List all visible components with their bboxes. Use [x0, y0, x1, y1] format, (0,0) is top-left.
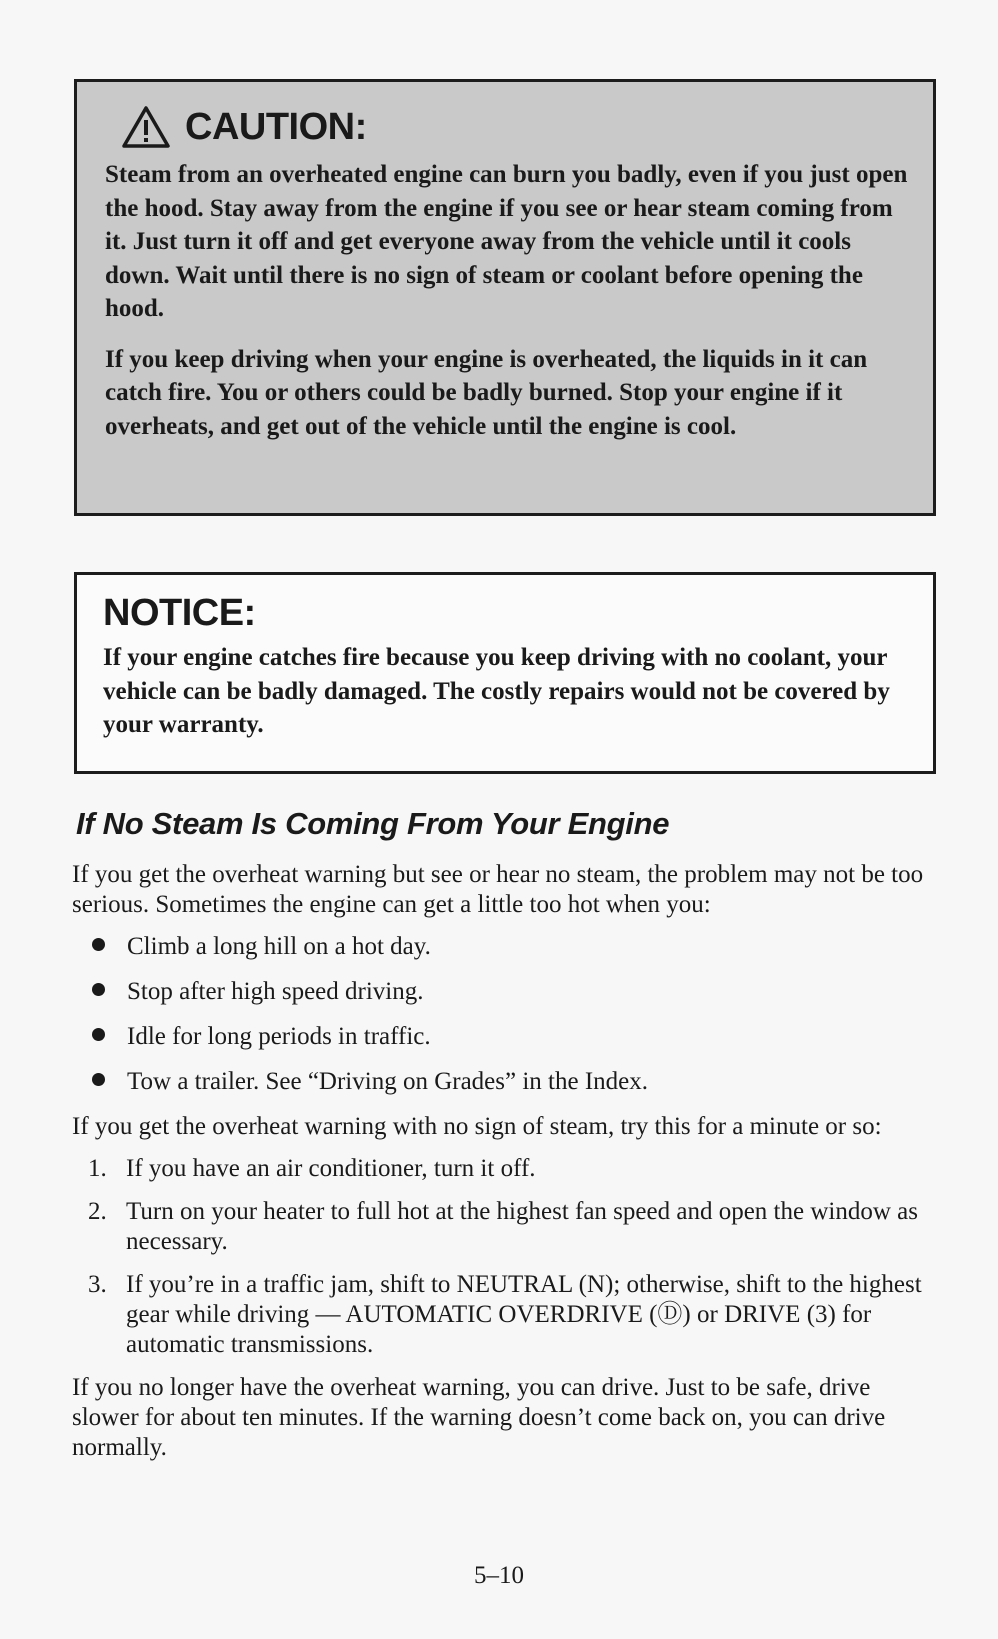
notice-text: If your engine catches fire because you keep driving with no coolant, your vehicle can be badly damaged. The costly repairs would not be covered by your warranty. — [103, 644, 890, 738]
outro-paragraph: If you no longer have the overheat warning, you can drive. Just to be safe, drive slower for about ten minutes. If the warning doesn’t come back on, you can drive normally. — [72, 1374, 886, 1461]
list-item: Tow a trailer. See “Driving on Grades” in the Index. — [72, 1067, 942, 1097]
caution-paragraph: If you keep driving when your engine is overheated, the liquids in it can catch fire. You or others could be badly burned. Stop your engine if it overheats, and get out of the vehicle until the engine is cool. — [105, 345, 868, 440]
bullet-icon — [92, 1028, 105, 1041]
notice-heading: NOTICE: — [103, 592, 256, 634]
bullet-icon — [92, 938, 105, 951]
list-item: Idle for long periods in traffic. — [72, 1022, 942, 1052]
warning-triangle-icon — [121, 105, 171, 149]
list-item: Stop after high speed driving. — [72, 977, 942, 1007]
caution-box — [74, 79, 936, 516]
intro-paragraph: If you get the overheat warning but see or hear no steam, the problem may not be too serious. Sometimes the engine can get a little too hot when you: — [72, 861, 924, 918]
list-item: Climb a long hill on a hot day. — [72, 932, 942, 962]
step-list — [72, 1154, 942, 1360]
step-item: 3. If you’re in a traffic jam, shift to NEUTRAL (N); otherwise, shift to the highest gear while driving — AUTOMATIC OVERDRIVE (Ⓓ) or DRIVE (3) for automatic transmissions. — [88, 1271, 922, 1358]
caution-heading-text: CAUTION: — [185, 105, 367, 148]
bullet-icon — [92, 1073, 105, 1086]
bullet-icon — [92, 983, 105, 996]
notice-box — [74, 572, 936, 774]
bullet-list — [72, 932, 942, 1097]
step-item: 1. If you have an air conditioner, turn it off. — [88, 1155, 536, 1182]
no-steam-section — [72, 806, 942, 1475]
caution-paragraph: Steam from an overheated engine can burn you badly, even if you just open the hood. Stay away from the engine if you see or hear steam coming from it. Just turn it off and get everyone away from the vehicle until it cools down. Wait until there is no sign of steam or coolant before opening the hood. — [105, 161, 908, 322]
page-number: 5–10 — [474, 1562, 524, 1589]
step-item: 2. Turn on your heater to full hot at the highest fan speed and open the window as necessary. — [88, 1198, 918, 1255]
section-title: If No Steam Is Coming From Your Engine — [76, 806, 670, 841]
mid-paragraph: If you get the overheat warning with no sign of steam, try this for a minute or so: — [72, 1113, 882, 1140]
caution-heading — [121, 104, 909, 150]
